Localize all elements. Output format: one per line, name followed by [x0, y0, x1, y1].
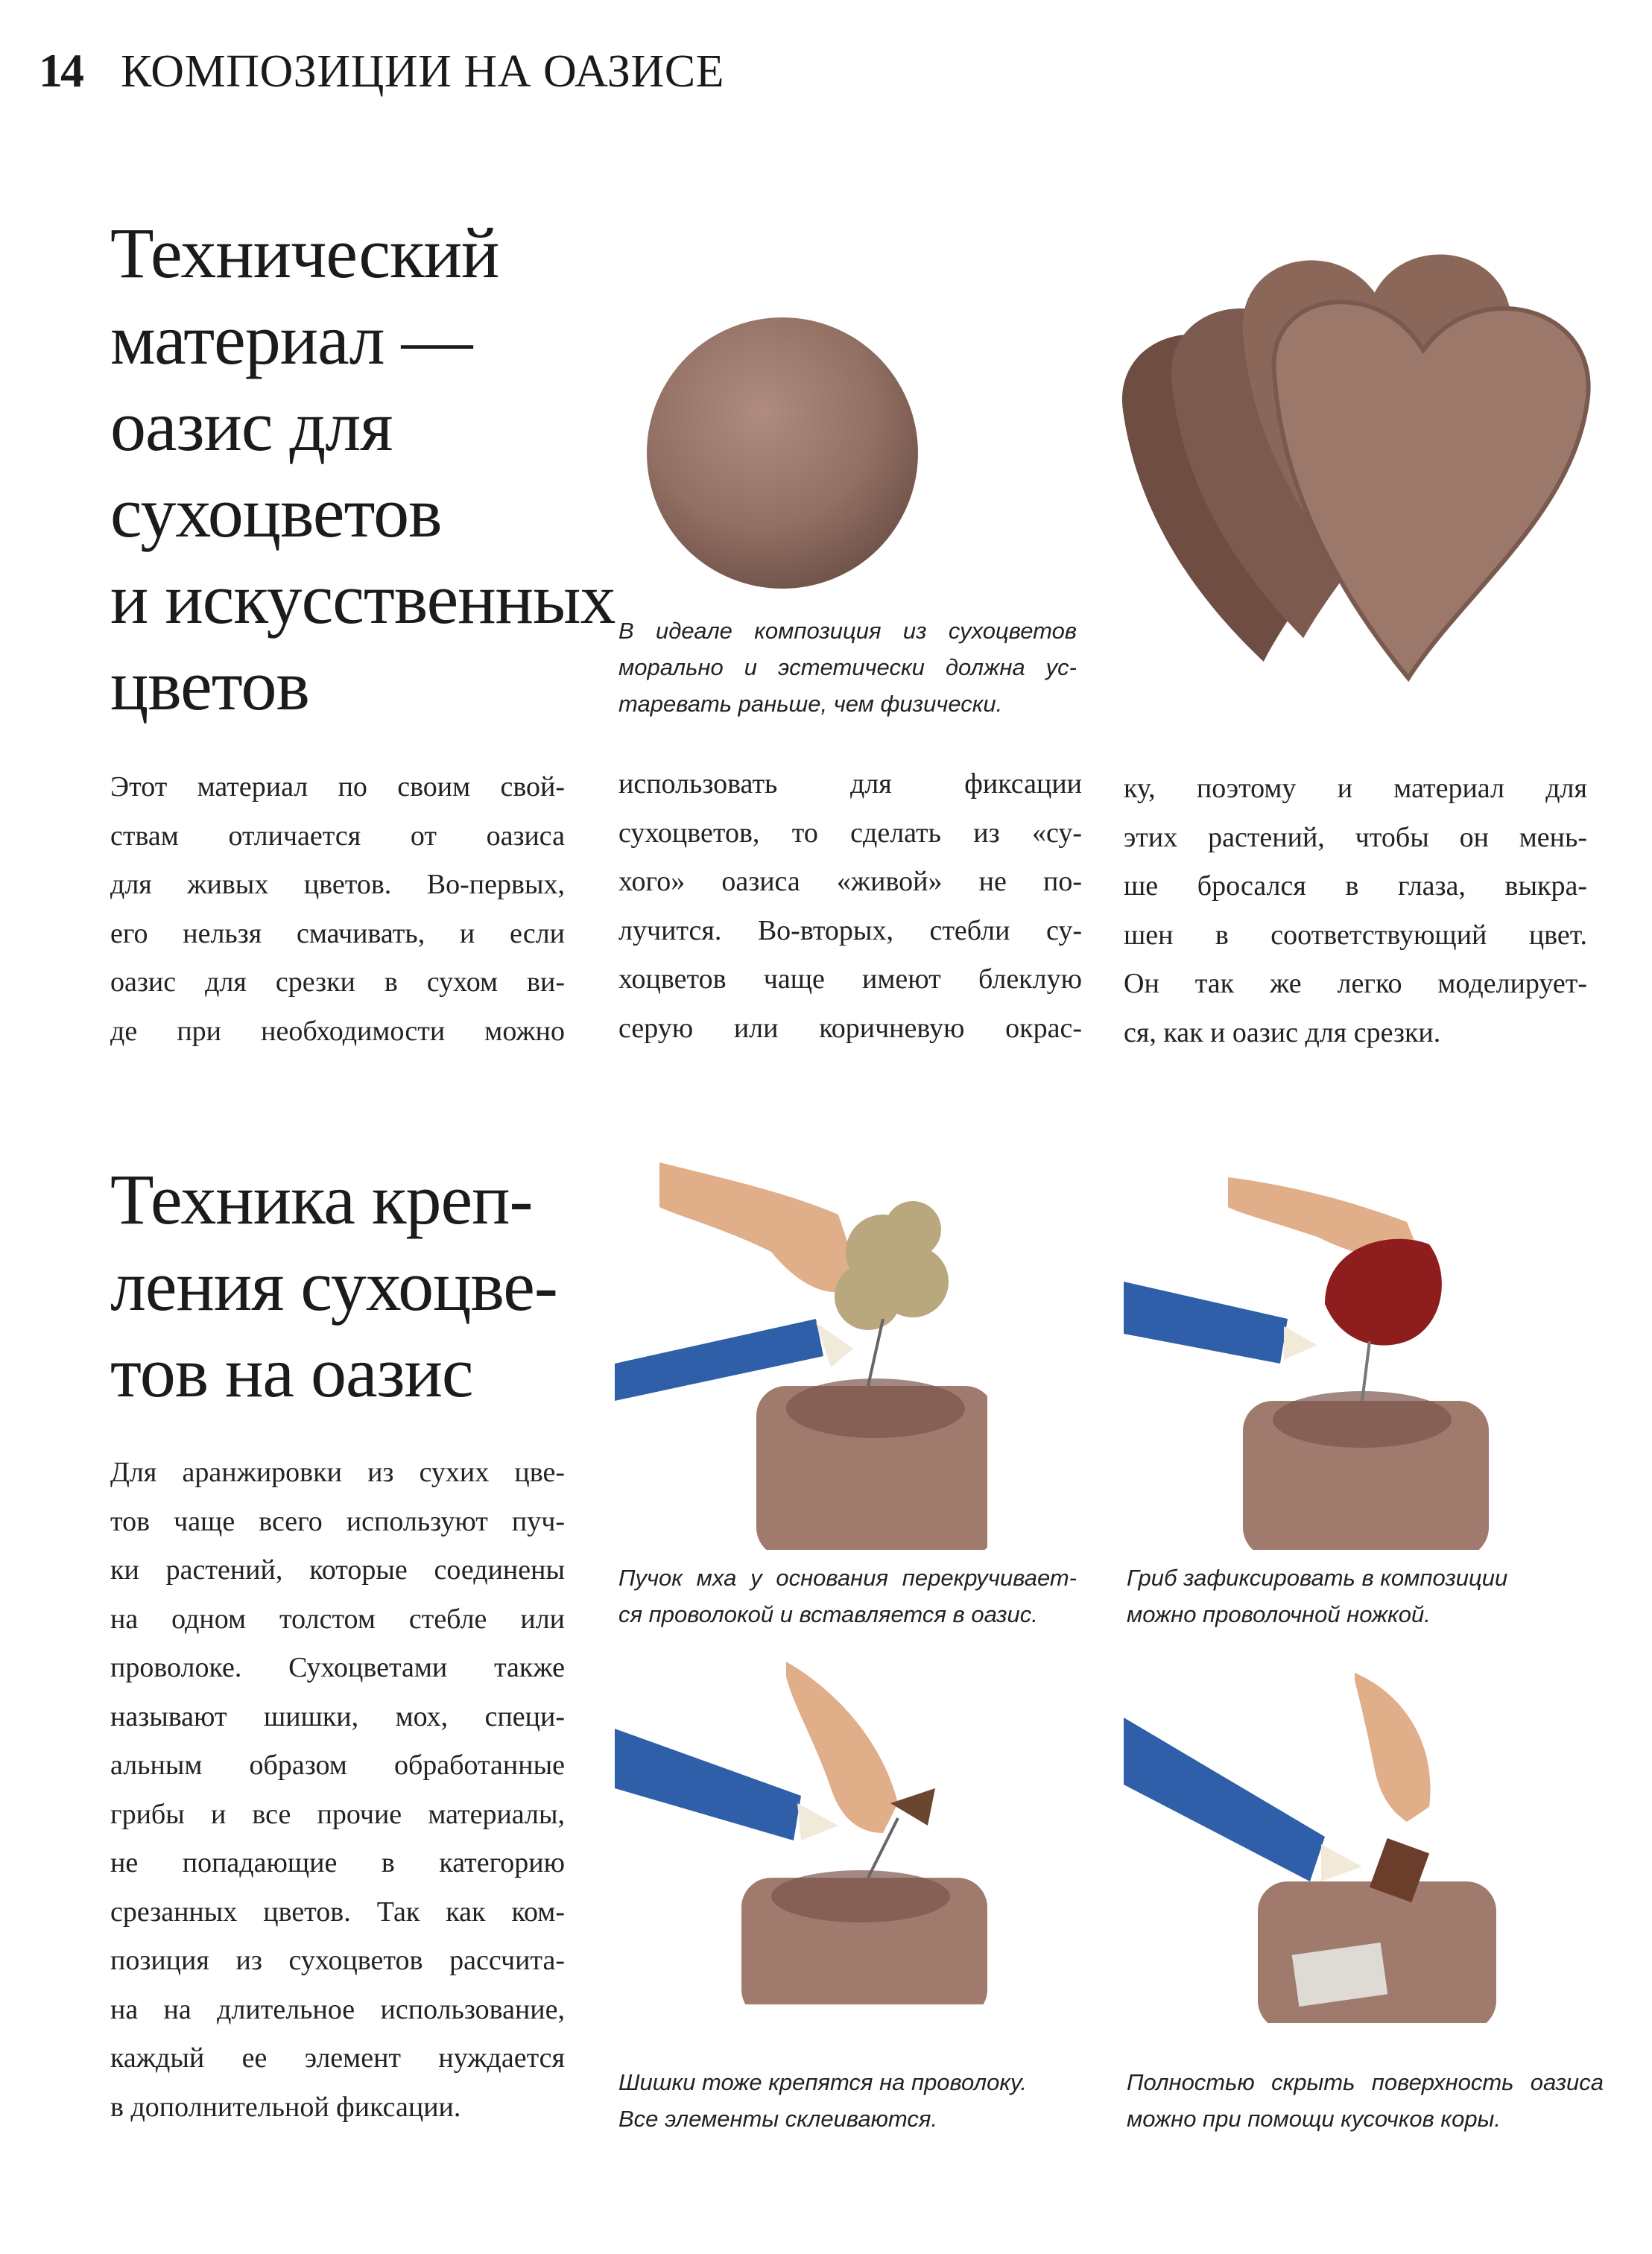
body-line: шен в соответствующий цвет. — [1124, 919, 1587, 951]
caption-line: морально и эстетически должна ус- — [618, 654, 1077, 680]
heading-line: тов на оазис — [110, 1332, 473, 1412]
heading-line: Технический — [110, 213, 499, 293]
heading-line: сухоцветов — [110, 472, 442, 552]
caption-line: Все элементы склеиваются. — [618, 2106, 938, 2132]
caption-line: Шишки тоже крепятся на проволоку. — [618, 2069, 1028, 2095]
caption-mushroom — [1127, 1560, 1544, 1633]
body-line: не попадающие в категорию — [110, 1847, 565, 1878]
caption-line: ся проволокой и вставляется в оазис. — [618, 1601, 1038, 1627]
body-line: ствам отличается от оазиса — [110, 820, 565, 852]
body-line: каждый ее элемент нуждается — [110, 2042, 565, 2074]
body-line: лучится. Во-вторых, стебли су- — [618, 914, 1082, 946]
body-column-1 — [110, 763, 565, 1056]
body-line: серую или коричневую окрас- — [618, 1012, 1082, 1044]
body-line: альным образом обработанные — [110, 1750, 565, 1781]
page-number: 14 — [39, 44, 82, 97]
caption-line: Гриб зафиксировать в композиции — [1127, 1565, 1508, 1591]
body-column-3 — [1124, 764, 1587, 1057]
foam-hearts-photo — [1028, 201, 1617, 708]
section1-heading — [110, 210, 615, 729]
body-line: на одном толстом стебле или — [110, 1603, 565, 1635]
heading-line: цветов — [110, 645, 309, 725]
caption-line: Полностью скрыть поверхность оазиса — [1127, 2069, 1604, 2095]
body-line: ся, как и оазис для срезки. — [1124, 1016, 1441, 1048]
body-line: грибы и все прочие материалы, — [110, 1798, 565, 1830]
body-column-2 — [618, 760, 1082, 1053]
caption-cones — [618, 2064, 1077, 2137]
body-line: Этот материал по своим свой- — [110, 771, 565, 802]
body-line: его нельзя смачивать, и если — [110, 917, 565, 949]
photo-moss — [615, 1162, 987, 1550]
caption-line: можно при помощи кусочков коры. — [1127, 2106, 1501, 2132]
section2-heading — [110, 1156, 587, 1416]
caption-moss — [618, 1560, 1077, 1633]
body-line: ки растений, которые соединены — [110, 1554, 565, 1586]
body-line: срезанных цветов. Так как ком- — [110, 1896, 565, 1928]
body-line: называют шишки, мох, специ- — [110, 1700, 565, 1732]
foam-ball — [647, 317, 918, 589]
body-line: хого» оазиса «живой» не по- — [618, 866, 1082, 897]
body-line: оазис для срезки в сухом ви- — [110, 966, 565, 998]
heading-line: и искусственных — [110, 559, 615, 639]
photo-cones — [615, 1662, 987, 2004]
body-line: этих растений, чтобы он мень- — [1124, 821, 1587, 853]
photo-mushroom — [1124, 1177, 1496, 1550]
body-line: в дополнительной фиксации. — [110, 2091, 461, 2123]
body-line: Для аранжировки из сухих цве- — [110, 1457, 565, 1488]
body-line: Он так же легко моделирует- — [1124, 968, 1587, 999]
caption-line: В идеале композиция из сухоцветов — [618, 618, 1077, 644]
heading-line: Техника креп- — [110, 1159, 533, 1239]
body-line: ку, поэтому и материал для — [1124, 773, 1587, 804]
heading-line: материал — — [110, 300, 472, 379]
body-line: ше бросался в глаза, выкра- — [1124, 870, 1587, 902]
intro-caption — [618, 612, 1077, 722]
body-line: для живых цветов. Во-первых, — [110, 869, 565, 900]
body-line: на на длительное использование, — [110, 1993, 565, 2025]
caption-line: таревать раньше, чем физически. — [618, 691, 1003, 717]
chapter-title: КОМПОЗИЦИИ НА ОАЗИСЕ — [121, 46, 724, 97]
section2-body — [110, 1449, 565, 2132]
heading-line: ления сухоцве- — [110, 1246, 557, 1326]
body-line: проволоке. Сухоцветами также — [110, 1652, 565, 1683]
body-line: тов чаще всего используют пуч- — [110, 1505, 565, 1537]
photo-bark — [1124, 1673, 1496, 2023]
body-line: позиция из сухоцветов рассчита- — [110, 1945, 565, 1976]
body-line: сухоцветов, то сделать из «су- — [618, 817, 1082, 849]
caption-line: можно проволочной ножкой. — [1127, 1601, 1431, 1627]
body-line: хоцветов чаще имеют блеклую — [618, 963, 1082, 995]
foam-ball-photo — [641, 313, 924, 596]
running-head — [39, 43, 724, 98]
caption-line: Пучок мха у основания перекручивает- — [618, 1565, 1077, 1591]
heading-line: оазис для — [110, 386, 393, 466]
caption-bark — [1127, 2064, 1604, 2137]
body-line: де при необходимости можно — [110, 1015, 565, 1047]
body-line: использовать для фиксации — [618, 768, 1082, 800]
